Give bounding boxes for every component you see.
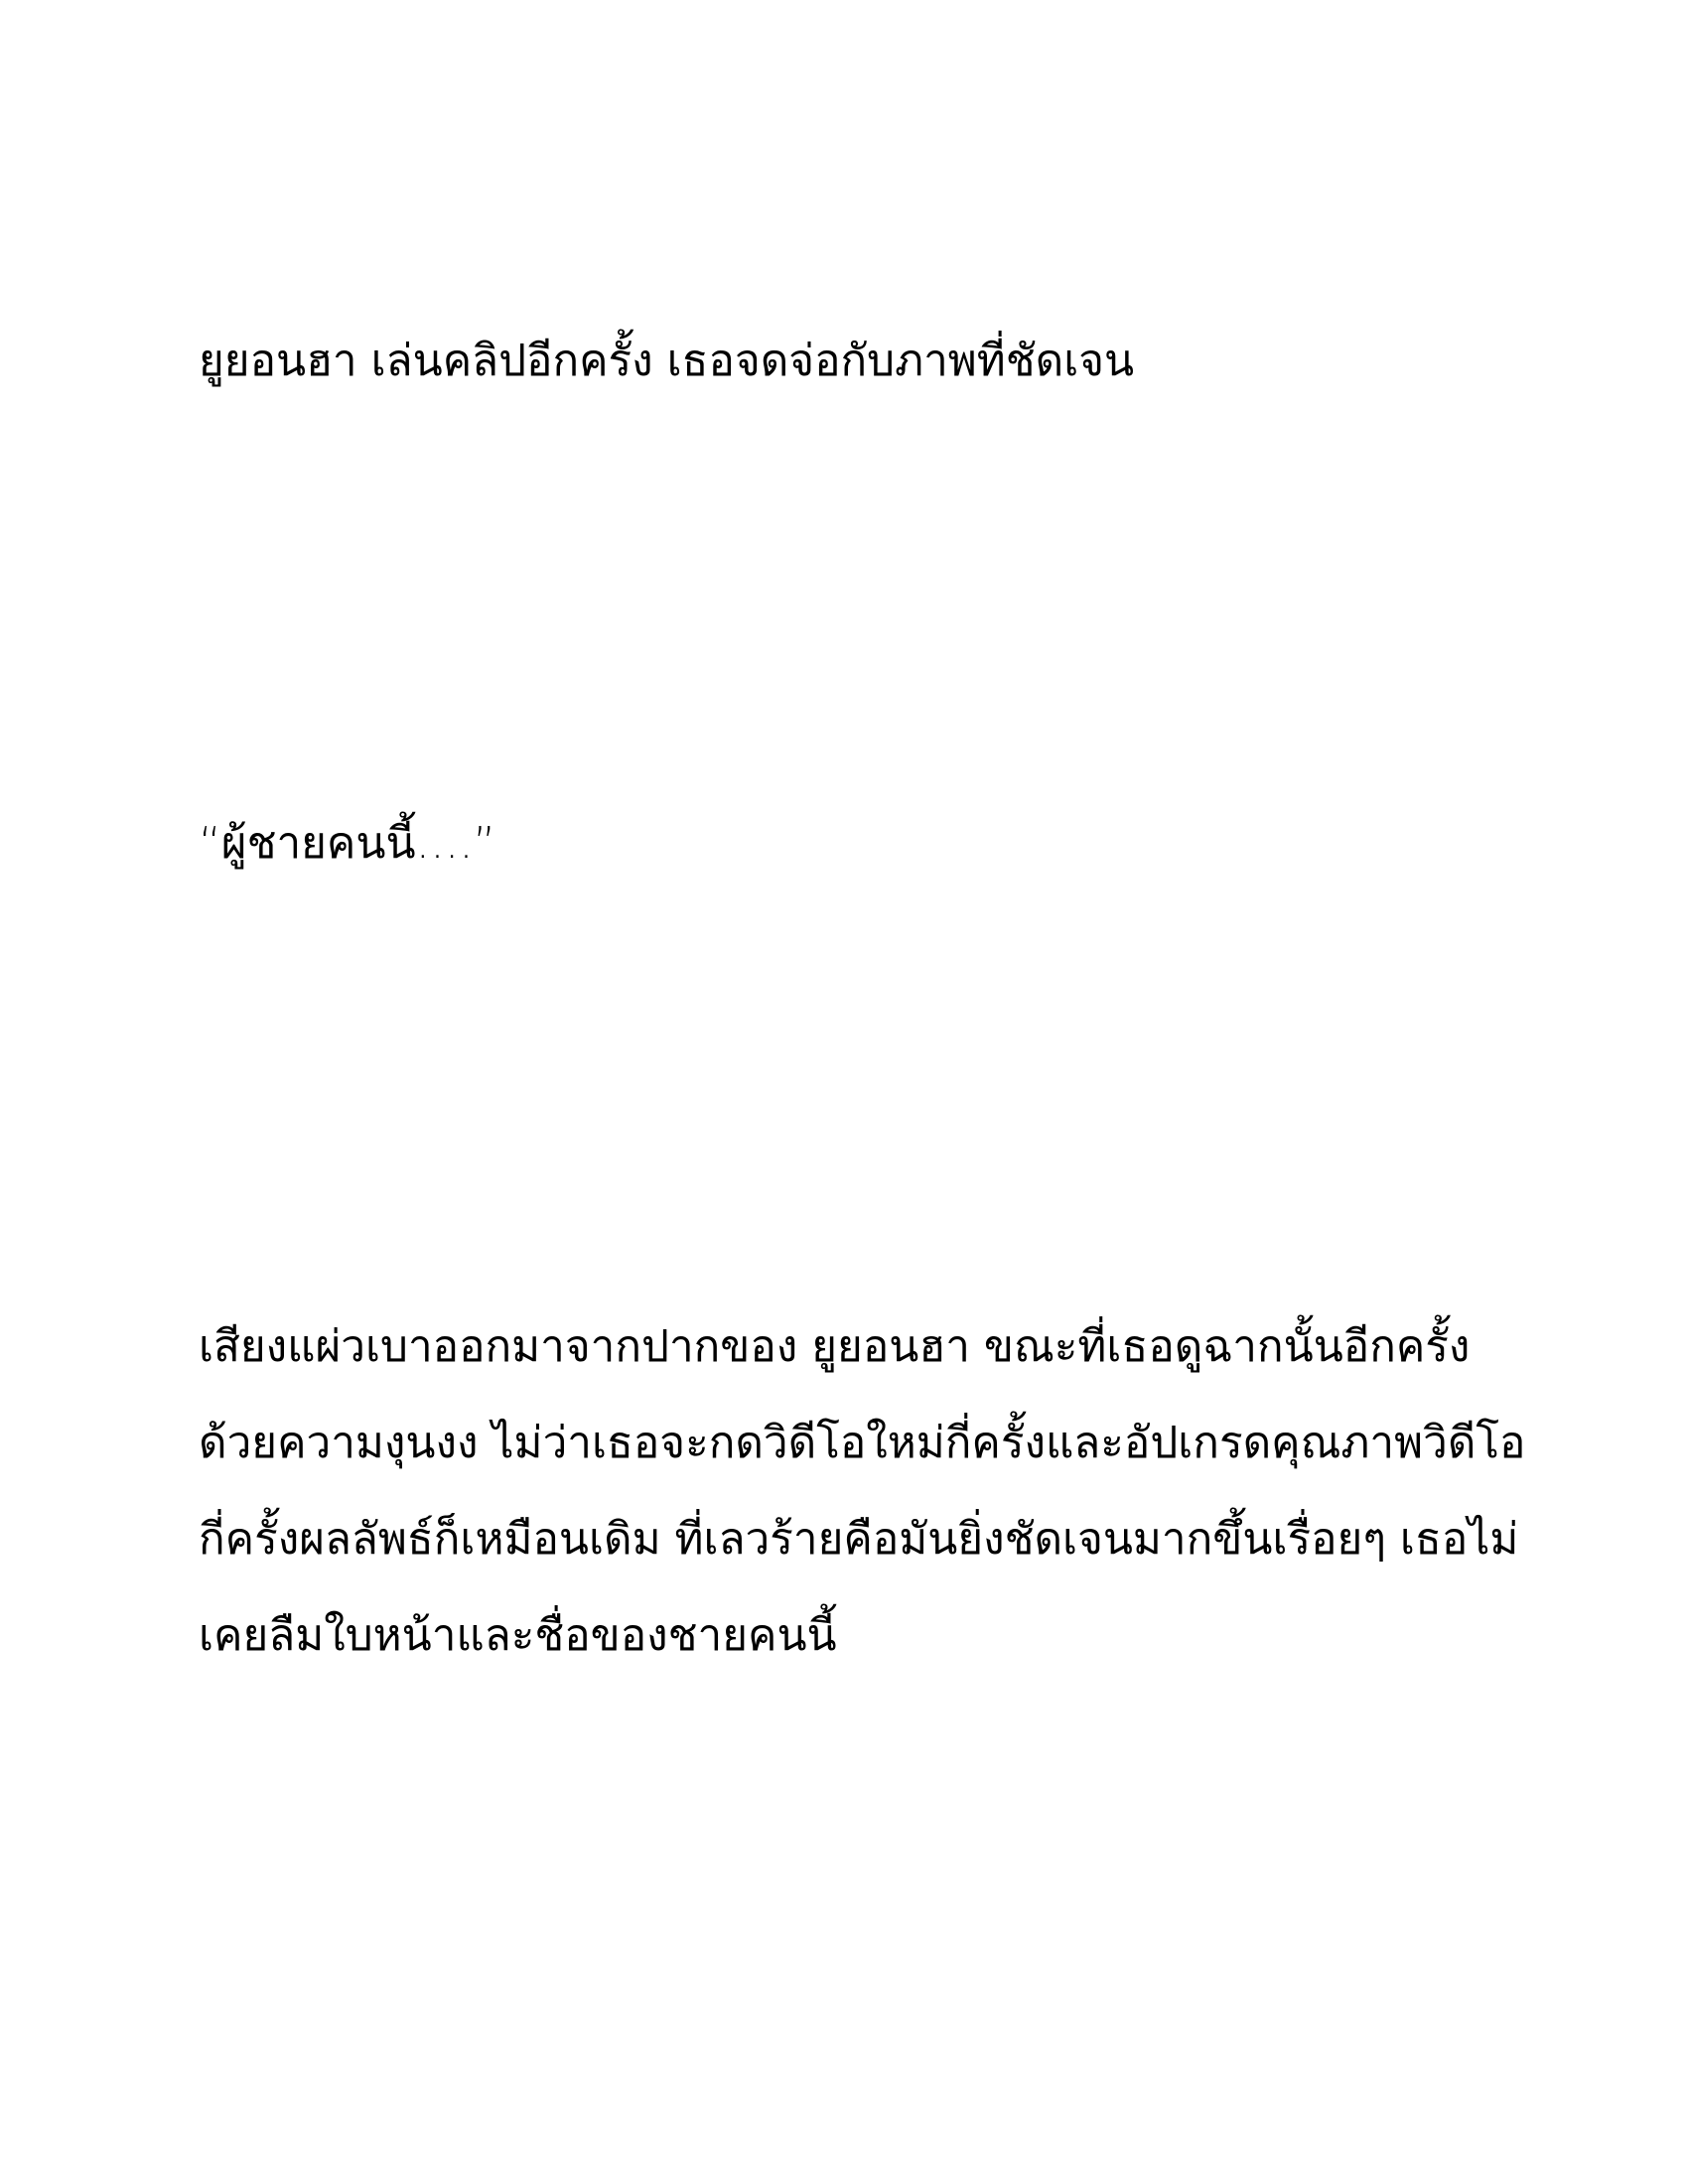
paragraph-3	[199, 1298, 1525, 1684]
paragraph-3-line-4: เคยลืมใบหน้าและชื่อของชายคนนี้	[199, 1610, 837, 1661]
paragraph-1-line-1: ยูยอนฮา เล่นคลิปอีกครั้ง เธอจดจ่อกับภาพที่ชัดเจน	[199, 336, 1135, 386]
paragraph-1	[199, 332, 1134, 391]
paragraph-3-line-1: เสียงแผ่วเบาออกมาจากปากของ ยูยอนฮา ขณะที่เธอดูฉากนั้นอีกครั้ง	[199, 1321, 1471, 1372]
paragraph-3-line-3: กี่ครั้งผลลัพธ์ก็เหมือนเดิม ที่เลวร้ายคือมันยิ่งชัดเจนมากขึ้นเรื่อยๆ เธอไม่	[199, 1514, 1519, 1565]
paragraph-3-line-2: ด้วยความงุนงง ไม่ว่าเธอจะกดวิดีโอใหม่กี่ครั้งและอัปเกรดคุณภาพวิดีโอ	[199, 1418, 1526, 1468]
paragraph-2-dialogue	[199, 814, 495, 874]
paragraph-2-line-1: “ผู้ชายคนนี้….”	[199, 818, 496, 869]
